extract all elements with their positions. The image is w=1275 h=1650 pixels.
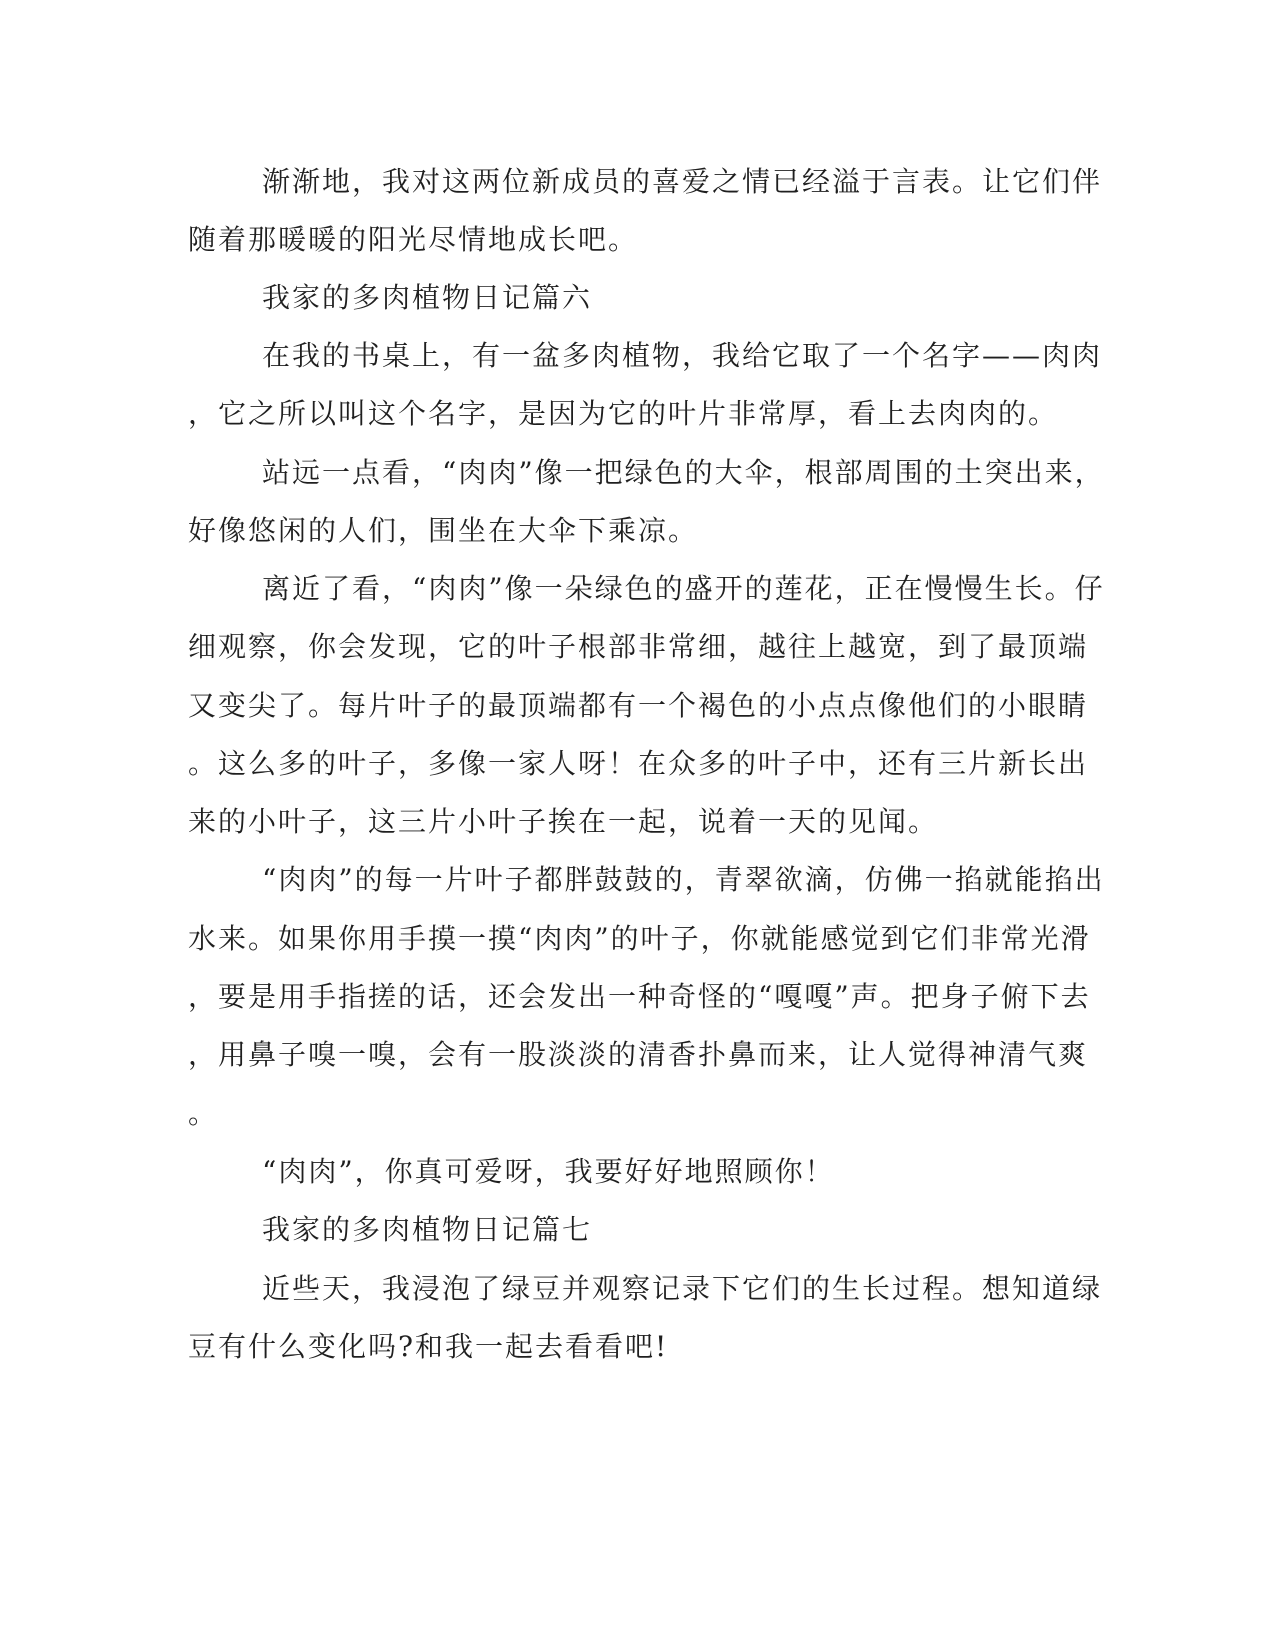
paragraph-line: 离近了看，“肉肉”像一朵绿色的盛开的莲花，正在慢慢生长。仔 [262, 572, 1105, 605]
paragraph-line: 站远一点看，“肉肉”像一把绿色的大伞，根部周围的土突出来， [262, 456, 1105, 489]
paragraph-line: 。 [188, 1097, 219, 1130]
paragraph-line: 豆有什么变化吗?和我一起去看看吧! [188, 1330, 669, 1363]
paragraph-line: 细观察，你会发现，它的叶子根部非常细，越往上越宽，到了最顶端 [188, 630, 1089, 663]
paragraph-line: 随着那暖暖的阳光尽情地成长吧。 [188, 223, 639, 256]
paragraph-line: 渐渐地，我对这两位新成员的喜爱之情已经溢于言表。让它们伴 [262, 165, 1103, 198]
paragraph-line: “肉肉”，你真可爱呀，我要好好地照顾你！ [262, 1155, 835, 1188]
paragraph-line: 。这么多的叶子，多像一家人呀！在众多的叶子中，还有三片新长出 [188, 747, 1089, 780]
paragraph-line: ，它之所以叫这个名字，是因为它的叶片非常厚，看上去肉肉的。 [188, 397, 1059, 430]
paragraph-line: 水来。如果你用手摸一摸“肉肉”的叶子，你就能感觉到它们非常光滑 [188, 922, 1091, 955]
paragraph-line: “肉肉”的每一片叶子都胖鼓鼓的，青翠欲滴，仿佛一掐就能掐出 [262, 863, 1105, 896]
section-heading: 我家的多肉植物日记篇七 [262, 1213, 593, 1246]
paragraph-line: ，要是用手指搓的话，还会发出一种奇怪的“嘎嘎”声。把身子俯下去 [188, 980, 1091, 1013]
section-heading: 我家的多肉植物日记篇六 [262, 281, 593, 314]
paragraph-line: 又变尖了。每片叶子的最顶端都有一个褐色的小点点像他们的小眼睛 [188, 689, 1089, 722]
paragraph-line: 近些天，我浸泡了绿豆并观察记录下它们的生长过程。想知道绿 [262, 1272, 1103, 1305]
paragraph-line: ，用鼻子嗅一嗅，会有一股淡淡的清香扑鼻而来，让人觉得神清气爽 [188, 1038, 1089, 1071]
paragraph-line: 好像悠闲的人们，围坐在大伞下乘凉。 [188, 514, 699, 547]
paragraph-line: 来的小叶子，这三片小叶子挨在一起，说着一天的见闻。 [188, 805, 939, 838]
paragraph-line: 在我的书桌上，有一盆多肉植物，我给它取了一个名字——肉肉 [262, 339, 1103, 372]
